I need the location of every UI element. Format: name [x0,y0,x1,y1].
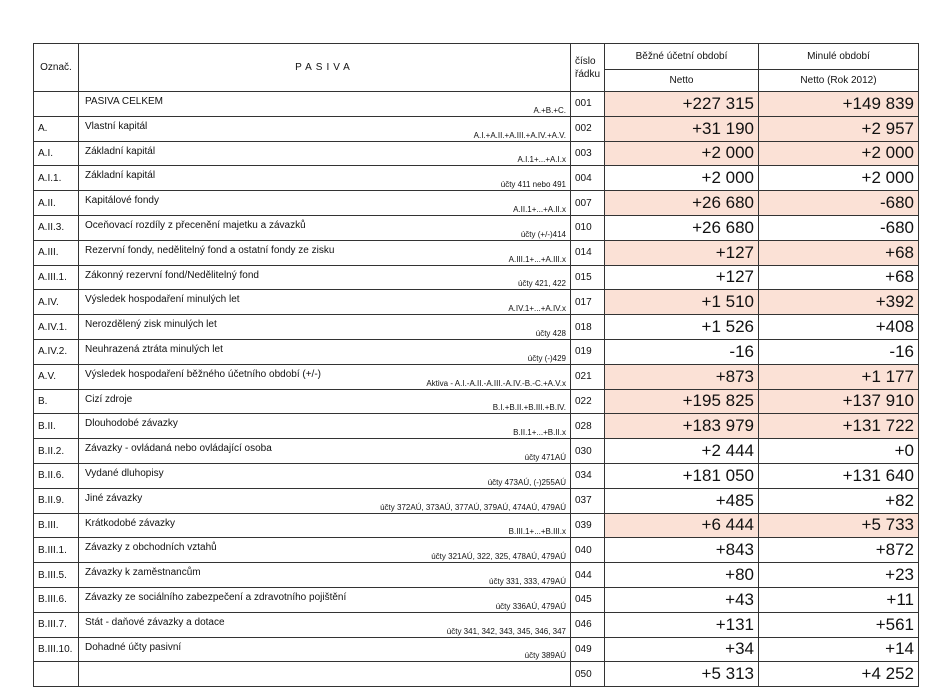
row-designation: B.III.6. [34,587,79,612]
row-designation: A.IV.1. [34,315,79,340]
table-header [34,44,919,92]
table-row [34,563,919,588]
row-designation: B.II.9. [34,488,79,513]
current-period-value: +2 000 [605,141,759,166]
current-period-value: +2 000 [605,166,759,191]
row-label: Krátkodobé závazky [85,517,176,529]
current-period-value: +127 [605,265,759,290]
row-designation: B.III.7. [34,612,79,637]
table-row [34,463,919,488]
row-description [79,414,571,439]
row-label: Výsledek hospodaření běžného účetního období (+/-) [85,368,321,380]
current-period-header: Běžné účetní období [605,44,759,70]
current-period-value: +26 680 [605,215,759,240]
row-label: Kapitálové fondy [85,195,159,207]
row-description [79,92,571,117]
row-formula: účty 473AÚ, (-)255AÚ [487,477,566,487]
prior-period-value: +872 [759,538,919,563]
row-description [79,389,571,414]
row-description [79,166,571,191]
prior-period-value: -680 [759,191,919,216]
table-row [34,513,919,538]
prior-period-value: +23 [759,563,919,588]
table-row [34,364,919,389]
row-description [79,141,571,166]
row-designation: A.IV.2. [34,339,79,364]
prior-period-value: +131 722 [759,414,919,439]
row-designation [34,92,79,117]
row-label: Dlouhodobé závazky [85,418,178,430]
row-label: PASIVA CELKEM [85,96,163,107]
row-designation: A.I. [34,141,79,166]
row-number: 044 [571,563,605,588]
cislo-label: číslo [575,55,596,67]
current-period-value: +131 [605,612,759,637]
row-designation [34,662,79,687]
table-row [34,637,919,662]
prior-netto-header: Netto (Rok 2012) [759,70,919,92]
row-description [79,637,571,662]
row-designation: B.III. [34,513,79,538]
row-number: 050 [571,662,605,687]
current-period-value: +6 444 [605,513,759,538]
row-designation: A.II.3. [34,215,79,240]
row-description [79,290,571,315]
row-label: Vlastní kapitál [85,120,148,132]
row-number: 018 [571,315,605,340]
row-label: Závazky k zaměstnancům [85,567,201,579]
prior-period-value: +14 [759,637,919,662]
row-designation: A.V. [34,364,79,389]
row-designation: A.III.1. [34,265,79,290]
table-row [34,612,919,637]
prior-period-value: -680 [759,215,919,240]
row-formula: účty 336AÚ, 479AÚ [495,601,566,611]
row-label: Zákonný rezervní fond/Nedělitelný fond [85,269,259,281]
row-formula: účty (-)429 [527,353,566,363]
prior-period-value: +137 910 [759,389,919,414]
current-period-value: +2 444 [605,439,759,464]
row-number-header [571,44,605,92]
row-label: Neuhrazená ztráta minulých let [85,343,223,355]
current-period-value: +485 [605,488,759,513]
row-formula: Aktiva - A.I.-A.II.-A.III.-A.IV.-B.-C.+A.V.x [426,378,566,388]
table-row [34,339,919,364]
current-period-value: +195 825 [605,389,759,414]
table-row [34,141,919,166]
row-designation: A.II. [34,191,79,216]
row-number: 001 [571,92,605,117]
row-number: 028 [571,414,605,439]
table-row [34,414,919,439]
row-designation: B.II.2. [34,439,79,464]
balance-sheet-table [33,43,919,687]
row-formula: účty 341, 342, 343, 345, 346, 347 [446,626,566,636]
table-row [34,587,919,612]
row-number: 045 [571,587,605,612]
row-description [79,315,571,340]
row-number: 010 [571,215,605,240]
row-description [79,563,571,588]
row-designation: B.III.10. [34,637,79,662]
row-label: Závazky z obchodních vztahů [85,542,217,554]
current-netto-header: Netto [605,70,759,92]
row-formula: A.IV.1+...+A.IV.x [508,304,566,314]
table-row [34,389,919,414]
table-row [34,265,919,290]
current-period-value: +873 [605,364,759,389]
row-label: Dohadné účty pasivní [85,641,182,653]
current-period-value: +127 [605,240,759,265]
row-description [79,612,571,637]
row-label: Stát - daňové závazky a dotace [85,616,225,628]
row-description [79,488,571,513]
prior-period-value: +1 177 [759,364,919,389]
row-designation: B.III.5. [34,563,79,588]
row-number: 030 [571,439,605,464]
row-designation: A.IV. [34,290,79,315]
table-row [34,439,919,464]
row-label: Nerozdělený zisk minulých let [85,319,217,331]
prior-period-value: +131 640 [759,463,919,488]
row-description [79,662,571,687]
row-formula: B.III.1+...+B.III.x [508,527,566,537]
row-number: 014 [571,240,605,265]
prior-period-value: +11 [759,587,919,612]
row-label: Jiné závazky [85,492,143,504]
table-row [34,215,919,240]
current-period-value: +43 [605,587,759,612]
current-period-value: +843 [605,538,759,563]
prior-period-value: +0 [759,439,919,464]
current-period-value: +5 313 [605,662,759,687]
row-designation: B.II. [34,414,79,439]
current-period-value: +80 [605,563,759,588]
prior-period-value: +149 839 [759,92,919,117]
row-formula: A.II.1+...+A.II.x [513,204,566,214]
table-body [34,92,919,687]
row-designation: A. [34,116,79,141]
row-label: Závazky ze sociálního zabezpečení a zdravotního pojištění [85,591,347,603]
prior-period-value: -16 [759,339,919,364]
row-number: 003 [571,141,605,166]
current-period-value: +1 510 [605,290,759,315]
table-row [34,240,919,265]
current-period-value: +31 190 [605,116,759,141]
row-formula: A.I.+A.II.+A.III.+A.IV.+A.V. [473,130,566,140]
row-formula: účty 372AÚ, 373AÚ, 377AÚ, 379AÚ, 474AÚ, 479AÚ [380,502,566,512]
row-label: Oceňovací rozdíly z přecenění majetku a závazků [85,219,306,231]
row-designation: A.III. [34,240,79,265]
row-description [79,240,571,265]
prior-period-value: +561 [759,612,919,637]
row-formula: účty 331, 333, 479AÚ [489,576,566,586]
prior-period-value: +2 000 [759,166,919,191]
row-number: 019 [571,339,605,364]
row-formula: účty 428 [535,328,566,338]
table-row [34,315,919,340]
prior-period-value: +68 [759,240,919,265]
row-formula: B.II.1+...+B.II.x [513,428,566,438]
row-formula: účty 471AÚ [524,452,566,462]
row-designation: B. [34,389,79,414]
row-designation: B.III.1. [34,538,79,563]
row-description [79,439,571,464]
current-period-value: +1 526 [605,315,759,340]
row-description [79,538,571,563]
pasiva-header: PASIVA [79,44,571,92]
table-row [34,538,919,563]
row-number: 021 [571,364,605,389]
row-number: 037 [571,488,605,513]
row-description [79,116,571,141]
radku-label: řádku [575,68,601,80]
current-period-value: +183 979 [605,414,759,439]
row-label: Základní kapitál [85,145,156,157]
row-formula: účty 321AÚ, 322, 325, 478AÚ, 479AÚ [431,552,566,562]
row-formula: A.+B.+C. [533,105,566,115]
row-description [79,364,571,389]
row-number: 004 [571,166,605,191]
table-row [34,488,919,513]
current-period-value: +34 [605,637,759,662]
oznac-header: Označ. [34,44,79,92]
row-label: Závazky - ovládaná nebo ovládající osoba [85,443,272,455]
table-row [34,116,919,141]
row-number: 015 [571,265,605,290]
row-formula: účty (+/-)414 [520,229,566,239]
row-label: Cizí zdroje [85,393,133,405]
table-row [34,92,919,117]
row-description [79,191,571,216]
prior-period-value: +82 [759,488,919,513]
row-label: Vydané dluhopisy [85,467,164,479]
row-label: Základní kapitál [85,170,156,182]
row-description [79,339,571,364]
row-description [79,265,571,290]
row-formula: účty 389AÚ [524,651,566,661]
table-row [34,191,919,216]
row-description [79,513,571,538]
row-formula: A.I.1+...+A.I.x [517,155,566,165]
prior-period-value: +5 733 [759,513,919,538]
current-period-value: -16 [605,339,759,364]
table-row [34,662,919,687]
row-formula: účty 411 nebo 491 [500,180,566,190]
prior-period-value: +2 000 [759,141,919,166]
prior-period-value: +392 [759,290,919,315]
current-period-value: +181 050 [605,463,759,488]
row-number: 034 [571,463,605,488]
row-description [79,463,571,488]
current-period-value: +227 315 [605,92,759,117]
table-row [34,290,919,315]
row-label: Rezervní fondy, nedělitelný fond a ostatní fondy ze zisku [85,244,335,256]
table-row [34,166,919,191]
row-number: 049 [571,637,605,662]
prior-period-value: +2 957 [759,116,919,141]
row-number: 002 [571,116,605,141]
row-number: 046 [571,612,605,637]
prior-period-header: Minulé období [759,44,919,70]
row-formula: účty 421, 422 [517,279,566,289]
row-designation: A.I.1. [34,166,79,191]
row-description [79,215,571,240]
row-formula: A.III.1+...+A.III.x [508,254,566,264]
row-designation: B.II.6. [34,463,79,488]
row-label: Výsledek hospodaření minulých let [85,294,240,306]
row-description [79,587,571,612]
prior-period-value: +408 [759,315,919,340]
prior-period-value: +68 [759,265,919,290]
prior-period-value: +4 252 [759,662,919,687]
current-period-value: +26 680 [605,191,759,216]
row-number: 039 [571,513,605,538]
row-number: 022 [571,389,605,414]
row-number: 017 [571,290,605,315]
row-number: 040 [571,538,605,563]
row-number: 007 [571,191,605,216]
row-formula: B.I.+B.II.+B.III.+B.IV. [492,403,566,413]
